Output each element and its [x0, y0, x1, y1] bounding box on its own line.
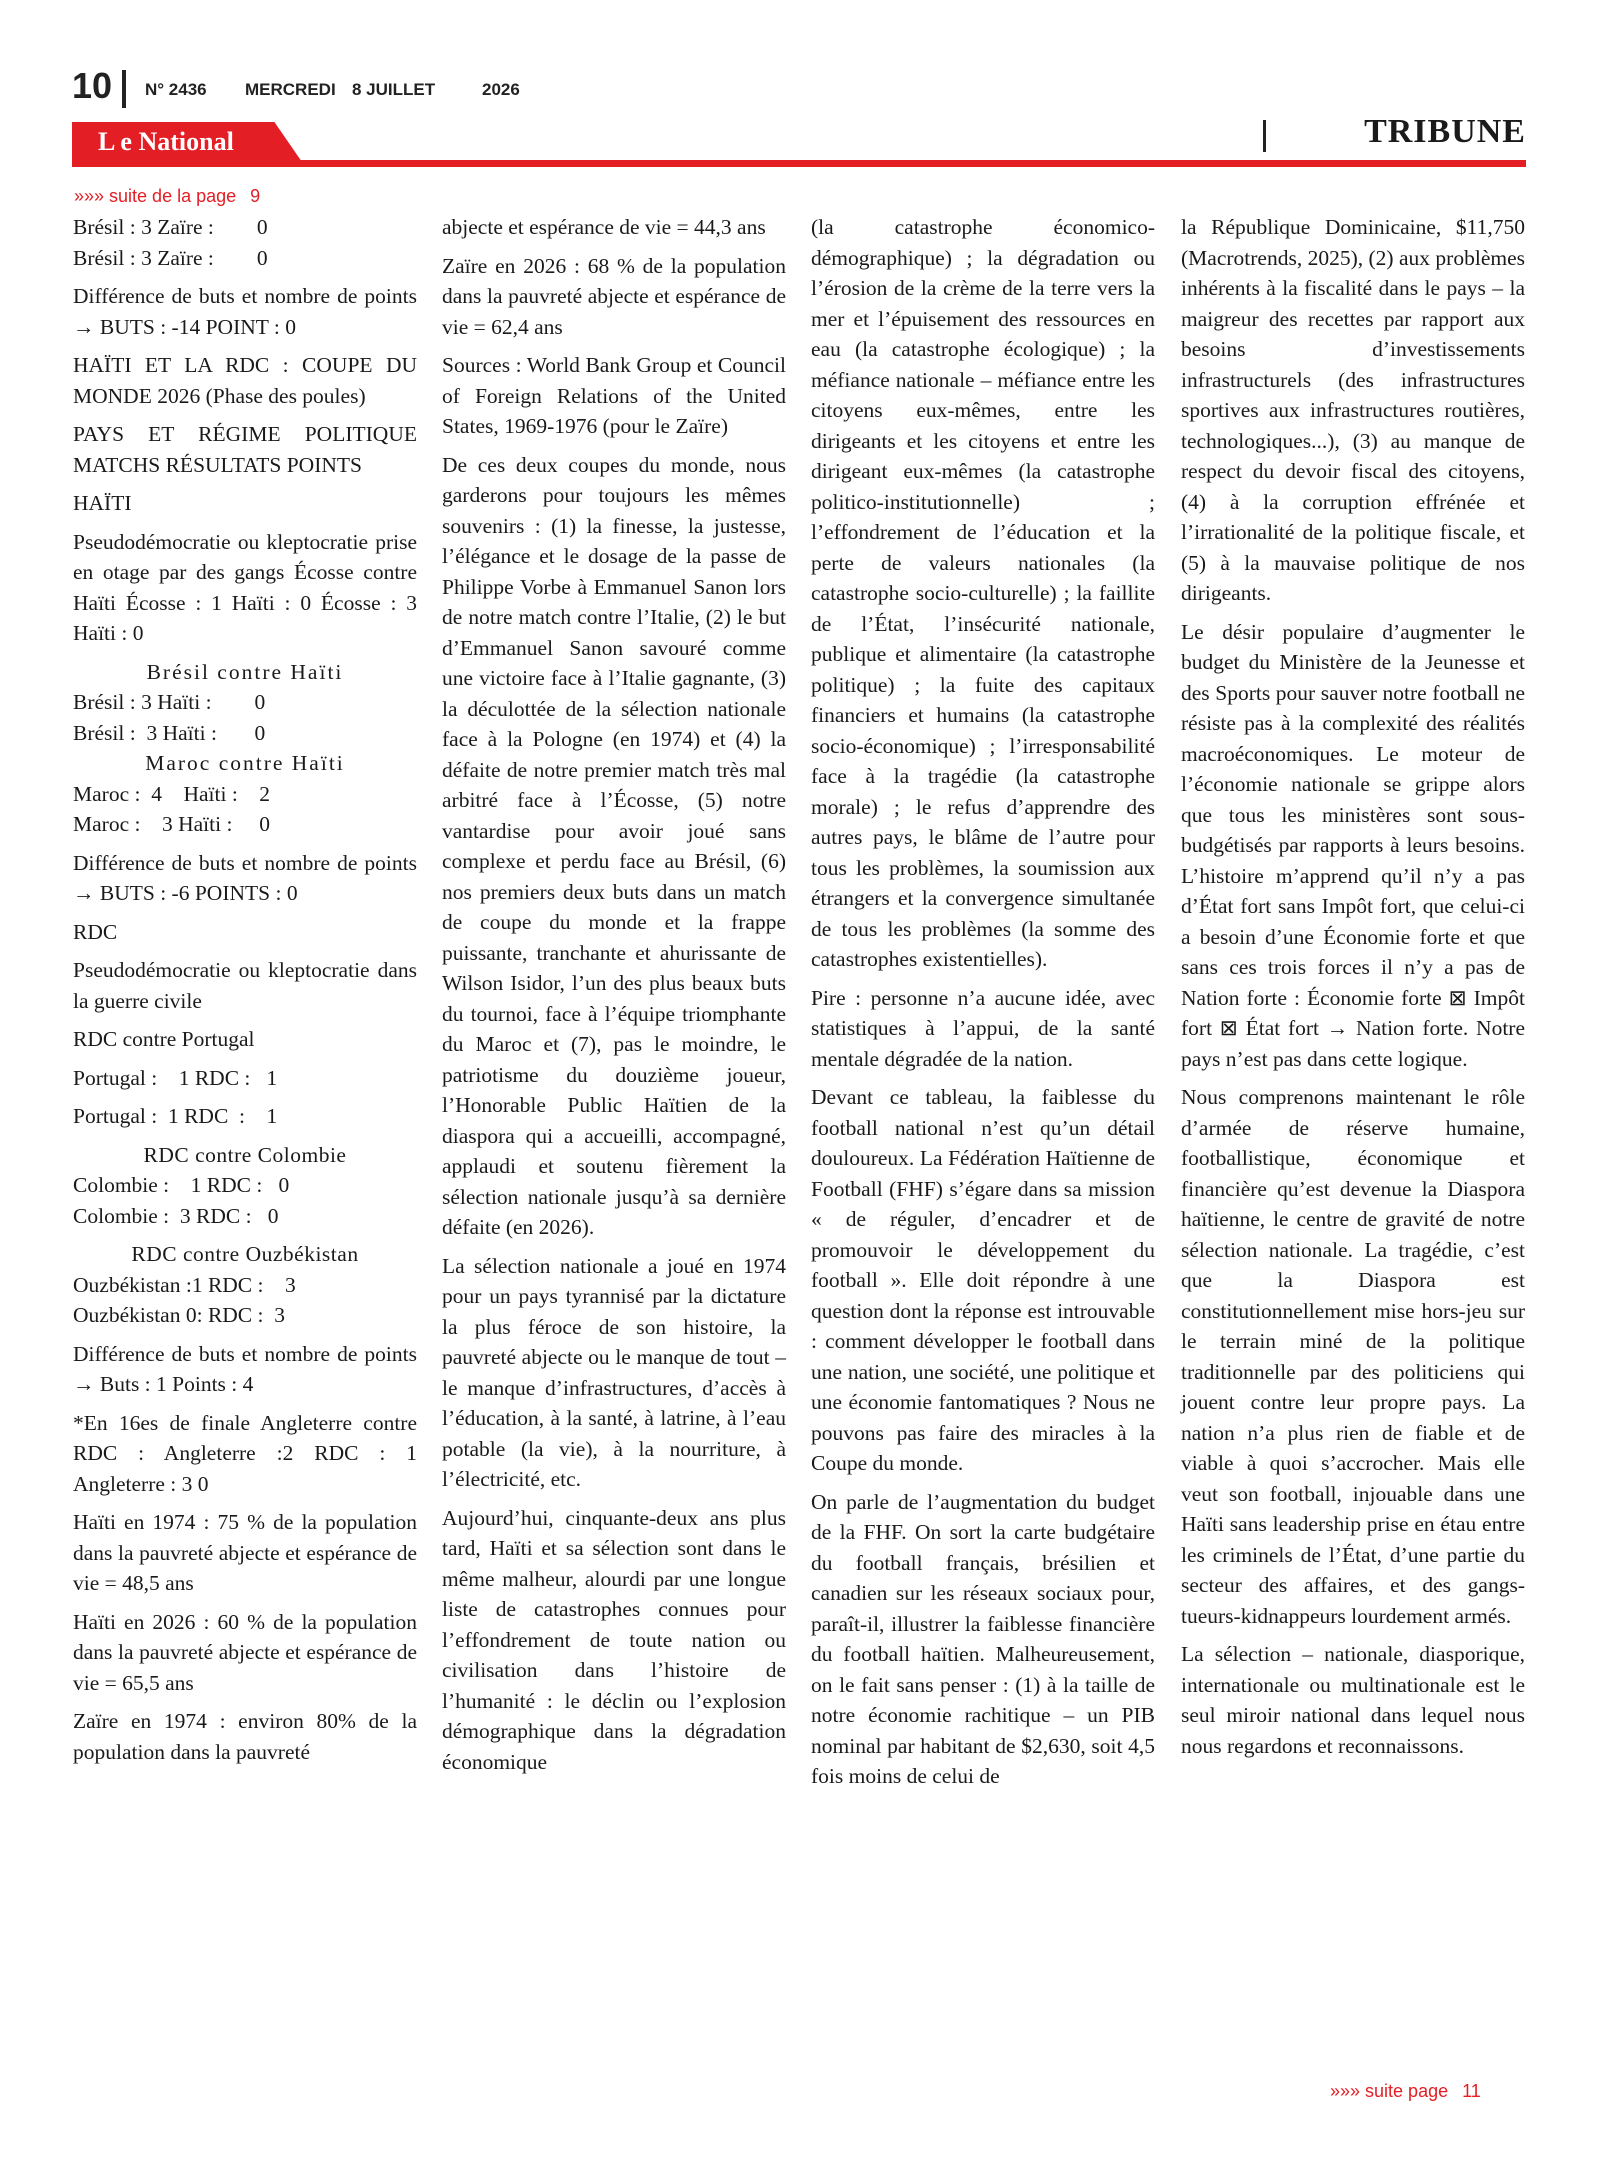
article-column-3	[811, 212, 1155, 1800]
continued-from-page: 9	[250, 186, 261, 206]
body-paragraph: Aujourd’hui, cinquante-deux ans plus tard, Haïti et sa sélection sont dans le même malheur, alourdi par une longue liste de catastrophes connues pour l’effondrement de toute nation ou civilisation dans l’histoire de l’humanité : le déclin ou l’explosion démographique dans la dégradation économique	[442, 1505, 786, 1774]
match-heading: Maroc contre Haïti	[145, 751, 345, 775]
score-line: Ouzbékistan :1 RDC : 3	[73, 1272, 296, 1297]
body-paragraph: Le désir populaire d’augmenter le budget du Ministère de la Jeunesse et des Sports pour sauver notre football ne résiste pas à la complexité des réalités macroéconomiques. Le moteur de l’économie nationale se grippe alors que tous les ministères sont sous-budgétisés par rapports à leurs besoins. L’histoire m’apprend qu’il n’y a pas d’État fort sans Impôt fort, que celui-ci a besoin d’une Économie forte et que sans ces trois forces il n’y a pas de Nation forte : Économie forte ⊠ Impôt fort ⊠ État fort → Nation forte. Notre pays n’est pas dans cette logique.	[1181, 619, 1525, 1071]
statistic-paragraph: Zaïre en 2026 : 68 % de la population dans la pauvreté abjecte et espérance de vie = 62,4 ans	[442, 253, 786, 339]
continued-to[interactable]	[1330, 2080, 1481, 2102]
table-header: PAYS ET RÉGIME POLITIQUE MATCHS RÉSULTATS POINTS	[73, 422, 417, 477]
statistic-paragraph: Haïti en 2026 : 60 % de la population dans la pauvreté abjecte et espérance de vie = 65,5 ans	[73, 1609, 417, 1695]
body-paragraph: Pire : personne n’a aucune idée, avec statistiques à l’appui, de la santé mentale dégradée de la nation.	[811, 985, 1155, 1071]
statistic-paragraph: Haïti en 1974 : 75 % de la population dans la pauvreté abjecte et espérance de vie = 48,5 ans	[73, 1510, 417, 1595]
match-heading: RDC contre Portugal	[73, 1027, 255, 1051]
body-paragraph: (la catastrophe économico-démographique) ; la dégradation ou l’érosion de la crème de la terre vers la mer et l’épuisement des ressources en eau (la catastrophe écologique) ; la méfiance nationale – méfiance entre les citoyens eux-mêmes, entre les dirigeants et les citoyens et entre les dirigeant eux-mêmes (la catastrophe politico-institutionnelle) ; l’effondrement de l’éducation et la perte de valeurs nationales (la catastrophe socio-culturelle) ; la faillite de l’État, l’insécurité nationale, publique et alimentaire (la catastrophe politique) ; la fuite des capitaux financiers et humains (la catastrophe socio-économique) ; l’irresponsabilité face à la tragédie (la catastrophe morale) ; le refus d’apprendre des autres pays, le blâme de l’autre pour tous les problèmes, la soumission aux étrangers et la convergence simultanée de tous les problèmes (la somme des catastrophes existentielles).	[811, 215, 1155, 971]
score-line: Brésil : 3 Haïti : 0	[73, 690, 266, 714]
article-column-4	[1181, 212, 1525, 1769]
body-paragraph: La sélection – nationale, diasporique, internationale ou multinationale est le seul miroir national dans lequel nous nous regardons et reconnaissons.	[1181, 1642, 1525, 1758]
goal-difference: Différence de buts et nombre de points → BUTS : -14 POINT : 0	[73, 284, 417, 339]
body-paragraph: On parle de l’augmentation du budget de la FHF. On sort la carte budgétaire du football français, brésilien et canadien sur les réseaux sociaux pour, paraît-il, illustrer la faiblesse financière du football haïtien. Malheureusement, on le fait sans penser : (1) à la taille de notre économie rachitique – un PIB nominal par habitant de $2,630, soit 4,5 fois moins de celui de	[811, 1489, 1155, 1788]
country-heading: RDC	[73, 919, 118, 944]
body-paragraph: la République Dominicaine, $11,750 (Macrotrends, 2025), (2) aux problèmes inhérents à la fiscalité dans le pays – la maigreur des recettes par rapport aux besoins d’investissements infrastructurels (des infrastructures sportives aux infrastructures routières, technologiques...), (3) au manque de respect du devoir fiscal des citoyens, (4) à la corruption effrénée et l’irrationalité de la politique fiscale, et (5) à la mauvaise politique de nos dirigeants.	[1181, 215, 1525, 605]
match-heading: RDC contre Colombie	[143, 1142, 347, 1167]
issue-date: 8 JUILLET	[352, 80, 436, 99]
header-rule	[72, 160, 1526, 167]
country-heading: HAÏTI	[73, 491, 132, 515]
section-divider	[1263, 120, 1266, 152]
score-line: Ouzbékistan 0: RDC : 3	[73, 1303, 285, 1327]
score-line: Portugal : 1 RDC : 1	[73, 1104, 278, 1128]
goal-difference: Différence de buts et nombre de points → Buts : 1 Points : 4	[73, 1341, 417, 1396]
sources-paragraph: Sources : World Bank Group et Council of Foreign Relations of the United States, 1969-1976 (pour le Zaïre)	[442, 353, 786, 438]
section-title: TRIBUNE	[1364, 113, 1526, 150]
header-divider	[122, 70, 126, 108]
score-line: Colombie : 1 RDC : 0	[73, 1173, 290, 1197]
continued-from-label: »»» suite de la page	[74, 186, 237, 206]
score-line: Maroc : 3 Haïti : 0	[73, 812, 271, 836]
page-number: 10	[72, 65, 113, 106]
score-line: Portugal : 1 RDC : 1	[73, 1065, 278, 1090]
goal-difference: Différence de buts et nombre de points → BUTS : -6 POINTS : 0	[73, 850, 417, 905]
body-paragraph: De ces deux coupes du monde, nous garderons pour toujours les mêmes souvenirs : (1) la finesse, la justesse, l’élégance et le dosage de la passe de Philippe Vorbe à Emmanuel Sanon lors de notre match contre l’Italie, (2) le but d’Emmanuel Sanon savouré comme une victoire face à l’Italie gagnante, (3) la déculottée de la sélection nationale face à la Pologne (en 1974) et (4) la défaite de notre premier match très mal arbitré face à l’Écosse, (5) notre vantardise pour avoir joué sans complexe et perdu face au Brésil, (6) nos premiers deux buts dans un match de coupe du monde et la frappe puissante, tranchante et ahurissante de Wilson Isidor, l’un des plus beaux buts du tournoi, face à l’équipe triomphante du Maroc et (7), pas le moindre, le patriotisme du douzième joueur, l’Honorable Public Haïtien de la diaspora qui a accueilli, accompagné, applaudi et soutenu fièrement la sélection nationale jusqu’à sa dernière défaite (en 2026).	[442, 452, 786, 1239]
score-line: Brésil : 3 Zaïre : 0	[73, 215, 268, 239]
continued-from[interactable]	[74, 185, 260, 207]
score-line: Maroc : 4 Haïti : 2	[73, 781, 271, 806]
body-paragraph: Nous comprenons maintenant le rôle d’armée de réserve humaine, footballistique, économique et financière qu’est devenue la Diaspora haïtienne, le centre de gravité de notre sélection nationale. La tragédie, c’est que la Diaspora est constitutionnellement mise hors-jeu sur le terrain miné de la politique traditionnelle par des politiciens qui jouent contre leur propre pays. La nation n’a plus rien de fiable et de viable à quoi s’accrocher. Mais elle veut son football, injouable dans une Haïti sans leadership prise en étau entre les criminels de l’État, d’une partie du secteur des affaires, et des gangs-tueurs-kidnappeurs lourdement armés.	[1181, 1085, 1525, 1628]
continued-to-page: 11	[1462, 2081, 1481, 2101]
issue-year: 2026	[482, 80, 520, 99]
article-column-2	[442, 212, 786, 1785]
statistic-paragraph: abjecte et espérance de vie = 44,3 ans	[442, 215, 766, 239]
brand-logo: L e National	[98, 127, 234, 156]
subheading: HAÏTI ET LA RDC : COUPE DU MONDE 2026 (Phase des poules)	[73, 353, 417, 408]
body-paragraph: La sélection nationale a joué en 1974 pour un pays tyrannisé par la dictature la plus féroce de son histoire, la pauvreté abjecte ou le manque de tout – le manque d’infrastructures, d’accès à l’éducation, à la santé, à latrine, à l’eau potable (la vie), à la nourriture, à l’électricité, etc.	[442, 1253, 786, 1491]
regime-description: Pseudodémocratie ou kleptocratie prise en otage par des gangs Écosse contre Haïti Écosse : 1 Haïti : 0 Écosse : 3 Haïti : 0	[73, 529, 417, 645]
article-column-1	[73, 212, 417, 1775]
score-line: Brésil : 3 Zaïre : 0	[73, 245, 268, 270]
continued-to-label: »»» suite page	[1330, 2081, 1449, 2101]
score-line: Colombie : 3 RDC : 0	[73, 1203, 279, 1228]
match-heading: Brésil contre Haïti	[146, 659, 344, 684]
regime-description: Pseudodémocratie ou kleptocratie dans la guerre civile	[73, 958, 417, 1013]
statistic-paragraph: Zaïre en 1974 : environ 80% de la population dans la pauvreté	[73, 1709, 417, 1764]
body-paragraph: Devant ce tableau, la faiblesse du football national n’est qu’un détail douloureux. La Fédération Haïtienne de Football (FHF) s’égare dans sa mission « de réguler, d’encadrer et de promouvoir le développement du football ». Elle doit répondre à une question dont la réponse est introuvable : comment développer le football dans une nation, une société, une politique et une économie fantomatiques ? Nous ne pouvons pas faire des miracles à la Coupe du monde.	[811, 1085, 1155, 1475]
issue-number: N° 2436	[145, 80, 207, 99]
knockout-result: *En 16es de finale Angleterre contre RDC : Angleterre :2 RDC : 1 Angleterre : 3 0	[73, 1410, 417, 1496]
match-heading: RDC contre Ouzbékistan	[131, 1242, 359, 1266]
issue-day: MERCREDI	[245, 80, 336, 99]
score-line: Brésil : 3 Haïti : 0	[73, 720, 266, 745]
